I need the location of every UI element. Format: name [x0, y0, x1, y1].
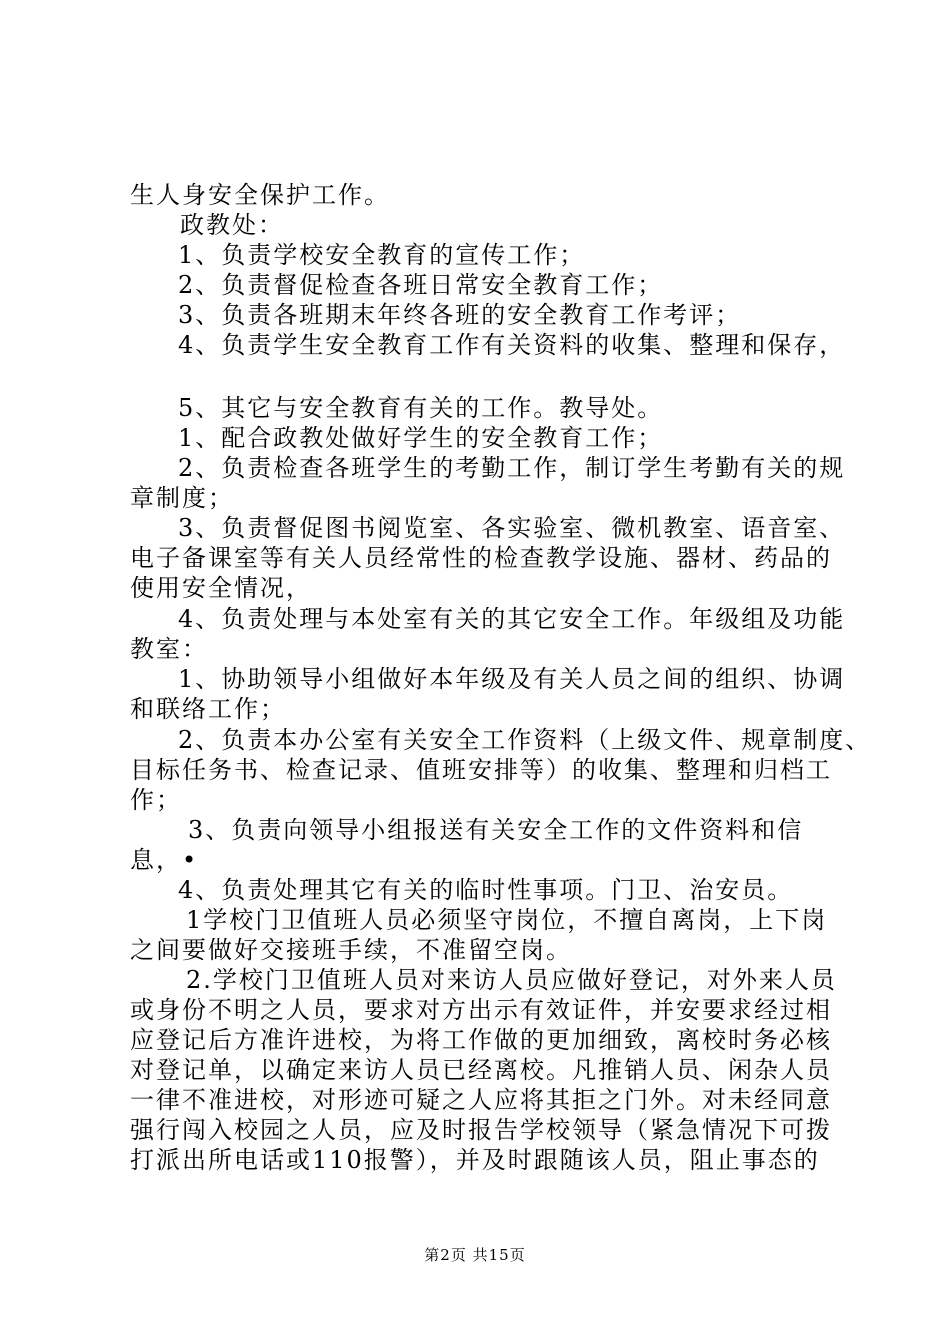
text-line: 3、负责督促图书阅览室、各实验室、微机教室、语音室、 — [178, 514, 846, 542]
text-line: 之间要做好交接班手续，不准留空岗。 — [130, 936, 572, 964]
text-line: 息，• — [130, 846, 199, 874]
text-line: 政教处： — [180, 211, 284, 239]
page-footer: 第2页 共15页 — [424, 1246, 526, 1264]
text-line: 2、负责本办公室有关安全工作资料（上级文件、规章制度、 — [178, 726, 872, 754]
text-line: 章制度； — [130, 484, 234, 512]
text-line: 4、负责处理其它有关的临时性事项。门卫、治安员。 — [178, 876, 794, 904]
text-line: 强行闯入校园之人员，应及时报告学校领导（紧急情况下可拨 — [130, 1116, 832, 1144]
text-line: 作； — [130, 786, 182, 814]
text-line: 或身份不明之人员，要求对方出示有效证件，并安要求经过相 — [130, 996, 832, 1024]
text-line: 1、配合政教处做好学生的安全教育工作； — [178, 424, 664, 452]
text-line: 4、负责学生安全教育工作有关资料的收集、整理和保存， — [178, 331, 846, 359]
text-line: 3、负责各班期末年终各班的安全教育工作考评； — [178, 301, 742, 329]
text-line: 对登记单，以确定来访人员已经离校。凡推销人员、闲杂人员 — [130, 1056, 832, 1084]
text-line: 一律不准进校，对形迹可疑之人应将其拒之门外。对未经同意 — [130, 1086, 832, 1114]
text-line: 1、负责学校安全教育的宣传工作； — [178, 241, 586, 269]
text-line: 教室： — [130, 635, 208, 663]
text-line: 和联络工作； — [130, 695, 286, 723]
text-line: 2、负责督促检查各班日常安全教育工作； — [178, 271, 664, 299]
text-line: 应登记后方准许进校，为将工作做的更加细致，离校时务必核 — [130, 1026, 832, 1054]
text-line: 打派出所电话或110报警），并及时跟随该人员，阻止事态的 — [130, 1146, 820, 1174]
text-line: 使用安全情况， — [130, 574, 312, 602]
text-line: 电子备课室等有关人员经常性的检查教学设施、器材、药品的 — [130, 544, 832, 572]
text-line: 3、负责向领导小组报送有关安全工作的文件资料和信 — [188, 816, 804, 844]
text-line: 1学校门卫值班人员必须坚守岗位，不擅自离岗，上下岗 — [186, 906, 828, 934]
text-line: 4、负责处理与本处室有关的其它安全工作。年级组及功能 — [178, 605, 846, 633]
text-line: 目标任务书、检查记录、值班安排等）的收集、整理和归档工 — [130, 756, 832, 784]
text-line: 2、负责检查各班学生的考勤工作，制订学生考勤有关的规 — [178, 454, 846, 482]
text-line: 2.学校门卫值班人员对来访人员应做好登记，对外来人员 — [186, 966, 837, 994]
text-line: 1、协助领导小组做好本年级及有关人员之间的组织、协调 — [178, 665, 846, 693]
text-line: 生人身安全保护工作。 — [130, 181, 390, 209]
text-line: 5、其它与安全教育有关的工作。教导处。 — [178, 394, 664, 422]
